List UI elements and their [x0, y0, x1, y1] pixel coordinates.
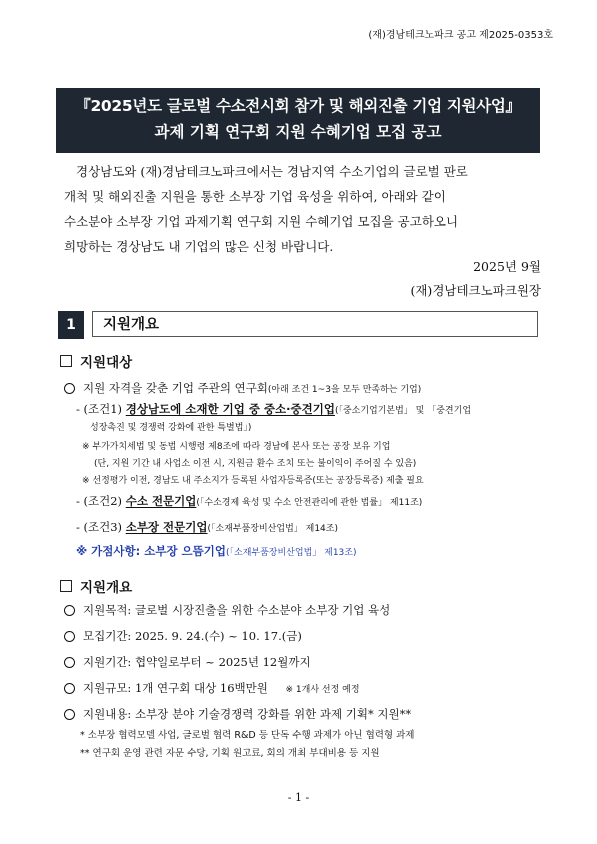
notice-number: (재)경남테크노파크 공고 제2025-0353호: [368, 30, 553, 41]
note-line: ※ 부가가치세법 및 동법 시행령 제8조에 따라 경남에 본사 또는 공장 보유 기업: [82, 442, 391, 452]
footnote: * 소부장 협력모델 사업, 글로벌 협력 R&D 등 단독 수행 과제가 아닌 협력형 과제: [80, 730, 415, 741]
scale-note: ※ 1개사 선정 예정: [285, 685, 360, 695]
main-bullet-note: (아래 조건 1~3을 모두 만족하는 기업): [267, 385, 422, 395]
overview-item: [64, 654, 311, 670]
overview-item-text: 지원목적: 글로벌 시장진출을 위한 수소분야 소부장 기업 육성: [83, 603, 391, 617]
intro-line: 개척 및 해외진출 지원을 통한 소부장 기업 육성을 위하여, 아래와 같이: [64, 189, 446, 204]
main-bullet-text: 지원 자격을 갖춘 기업 주관의 연구회: [83, 381, 268, 395]
circle-bullet-icon: [64, 709, 75, 720]
overview-heading: [60, 576, 132, 596]
circle-bullet-icon: [64, 657, 75, 668]
section-number: 1: [58, 311, 84, 339]
organization-name: (재)경남테크노파크원장: [410, 283, 541, 298]
overview-item-text: 모집기간: 2025. 9. 24.(수) ~ 10. 17.(금): [83, 629, 302, 643]
condition-2-emphasis: 수소 전문기업: [125, 494, 197, 508]
notice-date: 2025년 9월: [473, 259, 541, 274]
overview-item-text: 지원내용: 소부장 분야 기술경쟁력 강화를 위한 과제 기획* 지원**: [83, 707, 412, 721]
square-bullet-icon: [60, 355, 72, 367]
bonus-note: [76, 543, 356, 559]
note-line: (단, 지원 기간 내 사업소 이전 시, 지원금 환수 조치 또는 불이익이 주어질 수 있음): [94, 459, 417, 469]
circle-bullet-icon: [64, 383, 75, 394]
bonus-law: (「소재부품장비산업법」 제13조): [226, 548, 357, 558]
overview-item: [64, 628, 302, 644]
title-line-2: 과제 기획 연구회 지원 수혜기업 모집 공고: [154, 123, 442, 141]
page-number: - 1 -: [287, 791, 310, 804]
overview-item: [64, 680, 360, 696]
condition-3-prefix: - (조건3): [76, 520, 126, 534]
intro-line: 경상남도와 (재)경남테크노파크에서는 경남지역 수소기업의 글로벌 판로: [76, 164, 468, 179]
footnote: ** 연구회 운영 관련 자문 수당, 기획 원고료, 회의 개최 부대비용 등 지원: [80, 748, 380, 759]
condition-2: [76, 493, 422, 509]
overview-item: [64, 706, 411, 722]
intro-line: 수소분야 소부장 기업 과제기획 연구회 지원 수혜기업 모집을 공고하오니: [64, 214, 459, 229]
title-line-1: 『2025년도 글로벌 수소전시회 참가 및 해외진출 기업 지원사업』: [75, 97, 521, 115]
condition-2-prefix: - (조건2): [76, 494, 126, 508]
eligibility-heading-text: 지원대상: [80, 355, 133, 371]
square-bullet-icon: [60, 580, 72, 592]
overview-item-text: 지원규모: 1개 연구회 대상 16백만원: [83, 681, 268, 695]
condition-3-emphasis: 소부장 전문기업: [125, 520, 208, 534]
intro-line: 희망하는 경상남도 내 기업의 많은 신청 바랍니다.: [64, 239, 334, 254]
circle-bullet-icon: [64, 683, 75, 694]
condition-1-law-line-2: 성장촉진 및 경쟁력 강화에 관한 특별법」): [90, 423, 252, 433]
section-title: 지원개요: [92, 311, 538, 337]
condition-1-law: (「중소기업기본법」 및 「중견기업: [334, 406, 472, 416]
condition-3: [76, 519, 338, 535]
eligibility-heading: [60, 351, 132, 371]
condition-1-emphasis: 경상남도에 소재한 기업 중 중소·중견기업: [125, 402, 335, 416]
bonus-label: ※ 가점사항: 소부장 으뜸기업: [76, 544, 226, 558]
condition-3-law: (「소재부품장비산업법」 제14조): [207, 524, 338, 534]
condition-1: [76, 401, 471, 417]
overview-item-text: 지원기간: 협약일로부터 ~ 2025년 12월까지: [83, 655, 311, 669]
intro-paragraph: [64, 159, 536, 259]
title-banner: [56, 88, 540, 153]
overview-item: [64, 602, 390, 618]
note-line: ※ 선정평가 이전, 경남도 내 주소지가 등록된 사업자등록증(또는 공장등록증) 제출 필요: [82, 476, 424, 486]
circle-bullet-icon: [64, 631, 75, 642]
circle-bullet-icon: [64, 605, 75, 616]
overview-heading-text: 지원개요: [80, 580, 133, 596]
eligibility-main-bullet: [64, 380, 421, 396]
condition-1-prefix: - (조건1): [76, 402, 126, 416]
condition-2-law: (「수소경제 육성 및 수소 안전관리에 관한 법률」 제11조): [196, 498, 423, 508]
